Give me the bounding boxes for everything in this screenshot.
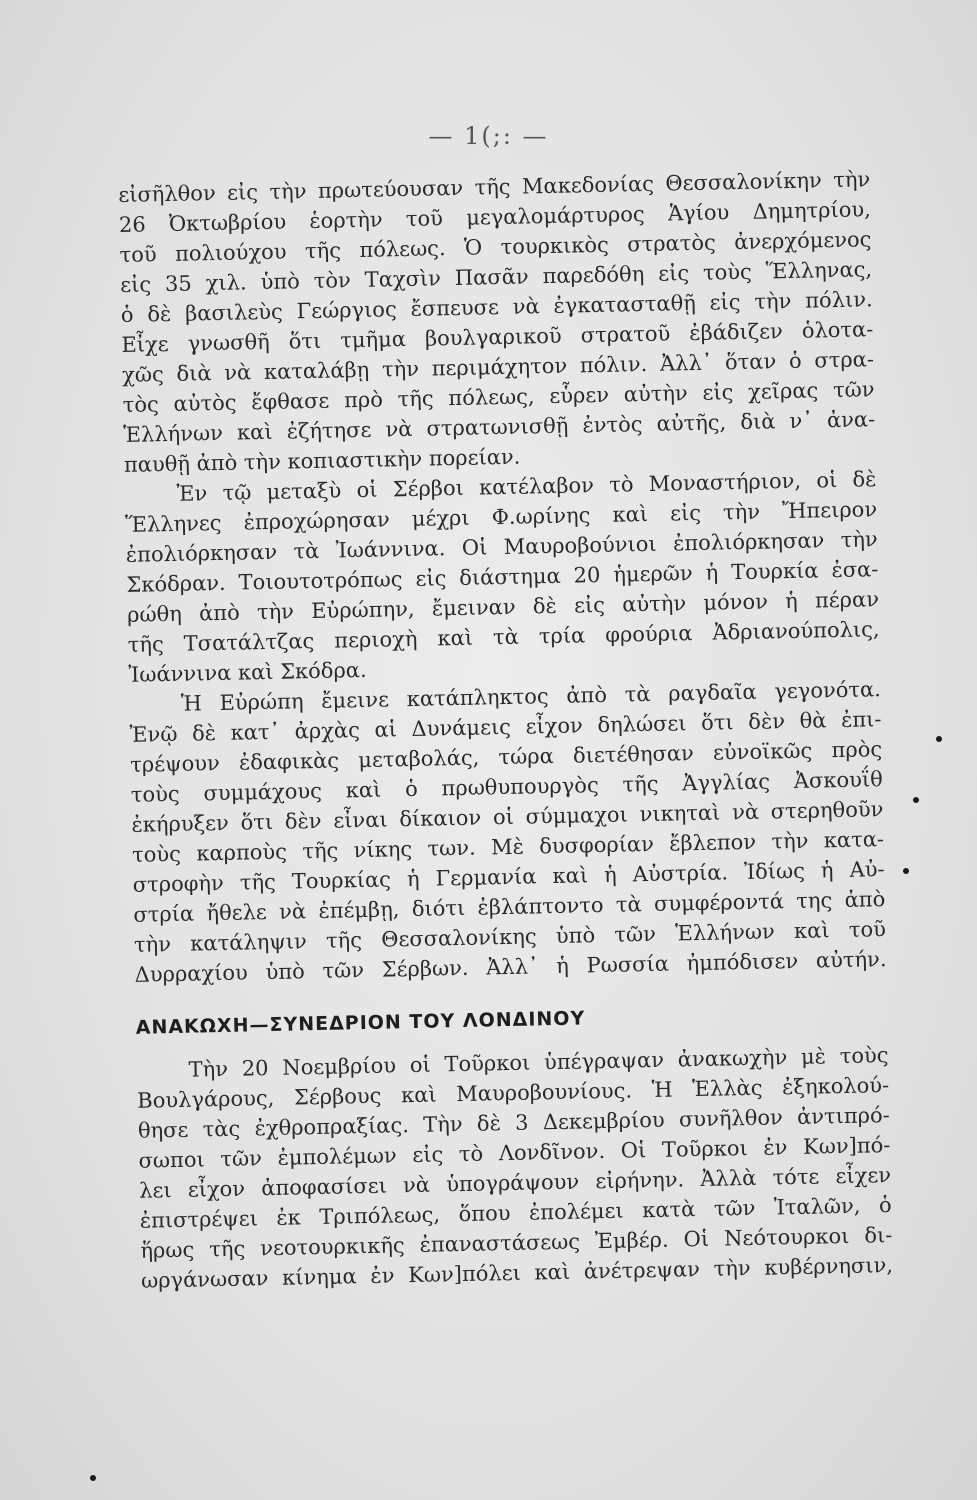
ink-speck [903,868,909,874]
text-line: Δυρραχίου ὑπὸ τῶν Σέρβων. Ἀλλ᾿ ἡ Ρωσσία ἠμπόδισεν αὐτήν. [134,947,887,987]
text-line: θησε τὰς ἐχθροπραξίας. Τὴν δὲ 3 Δεκεμβρίου συνῆλθον ἀντιπρό- [137,1103,891,1143]
paragraph-armistice [136,1040,893,1296]
text-line: σωποι τῶν ἐμπολέμων εἰς τὸ Λονδῖνον. Οἱ Τοῦρκοι ἐν Κων]πό- [138,1133,891,1173]
ink-speck [90,1475,96,1481]
text-line: ἐπιστρέψει ἐκ Τριπόλεως, ὅπου ἐπολέμει κατὰ τῶν Ἰταλῶν, ὁ [139,1193,892,1233]
paragraph-thessaloniki [118,164,876,480]
page-text [118,164,893,1296]
paragraph-europe [129,674,887,990]
text-line: εἰς 35 χιλ. ὑπὸ τὸν Ταχσὶν Πασᾶν παρεδόθη εἰς τοὺς Ἕλληνας, [119,257,873,297]
text-line: τοὺς καρποὺς τῆς νίκης των. Μὲ δυσφορίαν ἔβλεπον τὴν κατα- [131,827,885,867]
text-line: τὸς αὐτὸς ἔφθασε πρὸ τῆς πόλεως, εὗρεν αὐτὴν εἰς χεῖρας τῶν [122,377,875,417]
text-line: χῶς διὰ νὰ καταλάβῃ τὴν περιμάχητον πόλιν. Ἀλλ᾿ ὅταν ὁ στρα- [121,347,875,387]
ink-speck [913,797,919,803]
text-line: τοὺς συμμάχους καὶ ὁ πρωθυπουργὸς τῆς Ἀγγλίας Ἀσκουΐθ [130,767,883,807]
text-line: παυθῇ ἀπὸ τὴν κοπιαστικὴν πορείαν. [123,444,521,477]
text-line: λει εἶχον ἀποφασίσει νὰ ὑπογράψουν εἰρήνην. Ἀλλὰ τότε εἶχεν [138,1163,892,1203]
ink-speck [936,736,942,742]
text-line: τὴν κατάληψιν τῆς Θεσσαλονίκης ὑπὸ τῶν Ἑλλήνων καὶ τοῦ [133,917,887,957]
page-number: — 1(;: — [428,122,549,150]
text-line: Ἡ Εὐρώπη ἔμεινε κατάπληκτος ἀπὸ τὰ ραγδαῖα γεγονότα. [180,677,882,716]
text-line: τῆς Τσατάλτζας περιοχὴ καὶ τὰ τρία φρούρια Ἀδριανούπολις, [127,617,880,657]
text-line: Βουλγάρους, Σέρβους καὶ Μαυροβουνίους. Ἡ Ἑλλὰς ἐξηκολού- [137,1073,890,1113]
text-line: Ἕλληνες ἐπροχώρησαν μέχρι Φ.ωρίνης καὶ εἰς τὴν Ἤπειρον [124,497,878,537]
text-line: στροφὴν τῆς Τουρκίας ἡ Γερμανία καὶ ἡ Αὐστρία. Ἰδίως ἡ Αὐ- [132,857,885,897]
text-line: ἐκήρυξεν ὅτι δὲν εἶναι δίκαιον οἱ σύμμαχοι νικηταὶ νὰ στερηθοῦν [131,797,884,837]
section-heading: ΑΝΑΚΩΧΗ—ΣΥΝΕΔΡΙΟΝ ΤΟΥ ΛΟΝΔΙΝΟΥ [135,1007,586,1039]
text-line: 26 Ὀκτωβρίου ἑορτὴν τοῦ μεγαλομάρτυρος Ἁγίου Δημητρίου, [118,197,872,237]
text-line: Εἶχε γνωσθῆ ὅτι τμῆμα βουλγαρικοῦ στρατοῦ ἐβάδιζεν ὁλοτα- [121,317,874,357]
text-line: Ἑλλήνων καὶ ἐζήτησε νὰ στρατωνισθῇ ἐντὸς αὐτῆς, διὰ ν᾿ ἀνα- [123,407,876,447]
text-line: ωργάνωσαν κίνημα ἐν Κων]πόλει καὶ ἀνέτρεψαν τὴν κυβέρνησιν, [140,1253,894,1293]
text-line: Ἰωάννινα καὶ Σκόδρα. [128,657,367,687]
text-line: ὁ δὲ βασιλεὺς Γεώργιος ἔσπευσε νὰ ἐγκατασταθῇ εἰς τὴν πόλιν. [120,287,873,327]
text-line: Σκόδραν. Τοιουτοτρόπως εἰς διάστημα 20 ἡμερῶν ἡ Τουρκία ἐσα- [126,557,879,597]
text-line: τοῦ πολιούχου τῆς πόλεως. Ὁ τουρκικὸς στρατὸς ἀνερχόμενος [119,227,872,267]
text-line: ρώθη ἀπὸ τὴν Εὐρώπην, ἔμειναν δὲ εἰς αὐτὴν μόνον ἡ πέραν [126,587,880,627]
text-line: Ἐν τῷ μεταξὺ οἱ Σέρβοι κατέλαβον τὸ Μοναστήριον, οἱ δὲ [176,467,877,506]
text-line: εἰσῆλθον εἰς τὴν πρωτεύουσαν τῆς Μακεδονίας Θεσσαλονίκην τὴν [118,167,871,207]
text-line: Τὴν 20 Νοεμβρίου οἱ Τοῦρκοι ὑπέγραψαν ἀνακωχὴν μὲ τοὺς [188,1043,889,1082]
text-line: ἐπολιόρκησαν τὰ Ἰωάννινα. Οἱ Μαυροβούνιοι ἐπολιόρκησαν τὴν [125,527,878,567]
text-line: τρέψουν ἐδαφικὰς μεταβολάς, τώρα διετέθησαν εὐνοϊκῶς πρὸς [130,737,883,777]
text-line: Ἐνῷ δὲ κατ᾿ ἀρχὰς αἱ Δυνάμεις εἶχον δηλώσει ὅτι δὲν θὰ ἐπι- [129,707,882,747]
text-line: ἥρως τῆς νεοτουρκικῆς ἐπαναστάσεως Ἐμβέρ. Οἱ Νεότουρκοι δι- [140,1223,893,1263]
text-line: στρία ἤθελε νὰ ἐπέμβῃ, διότι ἐβλάπτοντο τὰ συμφέροντά της ἀπὸ [133,887,886,927]
paragraph-serbs [124,464,880,690]
